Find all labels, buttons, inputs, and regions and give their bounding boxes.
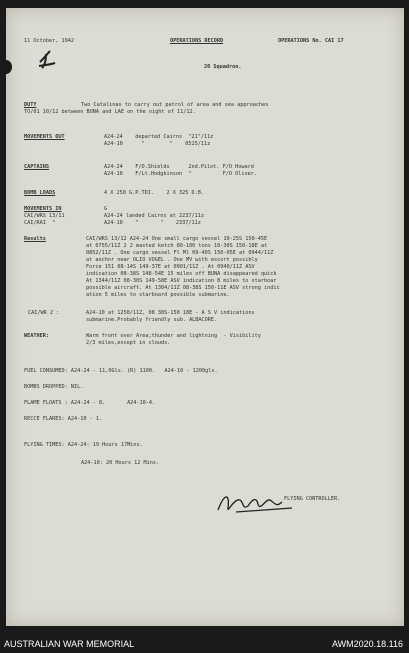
movements-out-line: A24-10 " " 0525/11z xyxy=(104,141,211,147)
cai-wr2-line: A24-10 at 1250/11Z, 08 38S-150 18E - A S V indications xyxy=(86,310,255,316)
archive-name: AUSTRALIAN WAR MEMORIAL xyxy=(4,639,135,649)
flame-floats: FLAME FLOATS : A24-24 - 8. A24-10-4. xyxy=(24,400,156,406)
record-date: 11 October, 1942 xyxy=(24,38,74,44)
bombs-dropped: BOMBS DROPPED: NIL. xyxy=(24,384,84,390)
duty-line: Two Catalinas to carry out patrol of area and sea approaches xyxy=(81,102,269,108)
results-label: Results xyxy=(24,236,46,242)
results-line: ation 5 miles to starboard possible submarine. xyxy=(86,292,230,298)
movements-in-line: G xyxy=(104,206,108,212)
results-line: at 0755/11Z 2 2 masted ketch 80-100 tons 10-30S 150-18E at xyxy=(86,243,268,249)
movements-in-label: CAI/RAI " xyxy=(24,220,56,226)
record-title: OPERATIONS RECORD xyxy=(170,38,224,44)
duty-label: DUTY xyxy=(24,102,37,108)
captains-line: A24-10 F/Lt.Hodgkinson " F/O Oliver. xyxy=(104,171,258,177)
movements-in-label: CAI/WRS 13/11 xyxy=(24,213,65,219)
document-page xyxy=(6,8,404,626)
archive-footer xyxy=(0,631,409,653)
punch-hole xyxy=(6,60,12,74)
captains-line: A24-24 F/O.Shields 2nd.Pilot. F/O Howard xyxy=(104,164,254,170)
archive-reference: AWM2020.18.116 xyxy=(331,639,403,649)
cai-wr2-line: submarine.Probably friendly sub. ALBACORE. xyxy=(86,317,218,323)
handwritten-mark-icon xyxy=(36,48,60,72)
signature-title: FLYING CONTROLLER. xyxy=(284,496,341,502)
movements-in-line: A24-10 " " 2337/11z xyxy=(104,220,201,226)
flying-times: A24-10: 20 Hours 12 Mins. xyxy=(81,460,160,466)
movements-out-line: A24-24 departed Cairns "21"/11z xyxy=(104,134,214,140)
results-line: Force 151 08-14S 149-37E at 0901/11Z . At 0940/11Z ASV xyxy=(86,264,255,270)
results-line: At 1344/11Z 08-30S 149-58E ASV indication 8 miles to starboar xyxy=(86,278,277,284)
bomb-loads-label: BOMB LOADS xyxy=(24,190,56,196)
operations-number: OPERATIONS No. CAI 17 xyxy=(278,38,344,44)
movements-in-label: MOVEMENTS IN xyxy=(24,206,62,212)
flying-times: FLYING TIMES: A24-24: 19 Hours 17Mins. xyxy=(24,442,143,448)
results-line: at anchor near OLIO VOGEL . One MV with escort possibly xyxy=(86,257,258,263)
squadron: 20 Squadron. xyxy=(204,64,242,70)
weather-line: 2/3 miles,except in clouds. xyxy=(86,340,171,346)
results-line: possible aircraft. At 1304/11Z 08-38S 150-11E ASV strong indic xyxy=(86,285,280,291)
signature-icon xyxy=(216,488,296,518)
results-line: CAI/WRS 13/12 A24-24 One small cargo vessel 10-25S 150-45E xyxy=(86,236,268,242)
results-line: 0852/11Z . One cargo vessel Fl Ml 09-40S 150-05E at 0944/11Z xyxy=(86,250,274,256)
fuel-consumed: FUEL CONSUMED: A24-24 - 11,0Gls. (R) 1100. A24-10 - 1200gls. xyxy=(24,368,218,374)
movements-in-line: A24-24 landed Cairns at 2237/11z xyxy=(104,213,204,219)
weather-label: WEATHER: xyxy=(24,333,49,339)
bomb-loads-line: 4 X 250 G.P.TDI. 2 X 325 D.B. xyxy=(104,190,204,196)
duty-line: TO/01 10/12 between BUNA and LAE on the night of 11/12. xyxy=(24,109,196,115)
cai-wr2-label: CAI/WR 2 : xyxy=(28,310,60,316)
captains-label: CAPTAINS xyxy=(24,164,49,170)
weather-line: Warm front over Area;thunder and lightning - Visibility xyxy=(86,333,261,339)
movements-out-label: MOVEMENTS OUT xyxy=(24,134,65,140)
recce-flares: RECCE FLARES: A24-10 - 1. xyxy=(24,416,103,422)
results-line: indication 08-38S 148-54E 15 miles off BUNA disappeared quick xyxy=(86,271,277,277)
